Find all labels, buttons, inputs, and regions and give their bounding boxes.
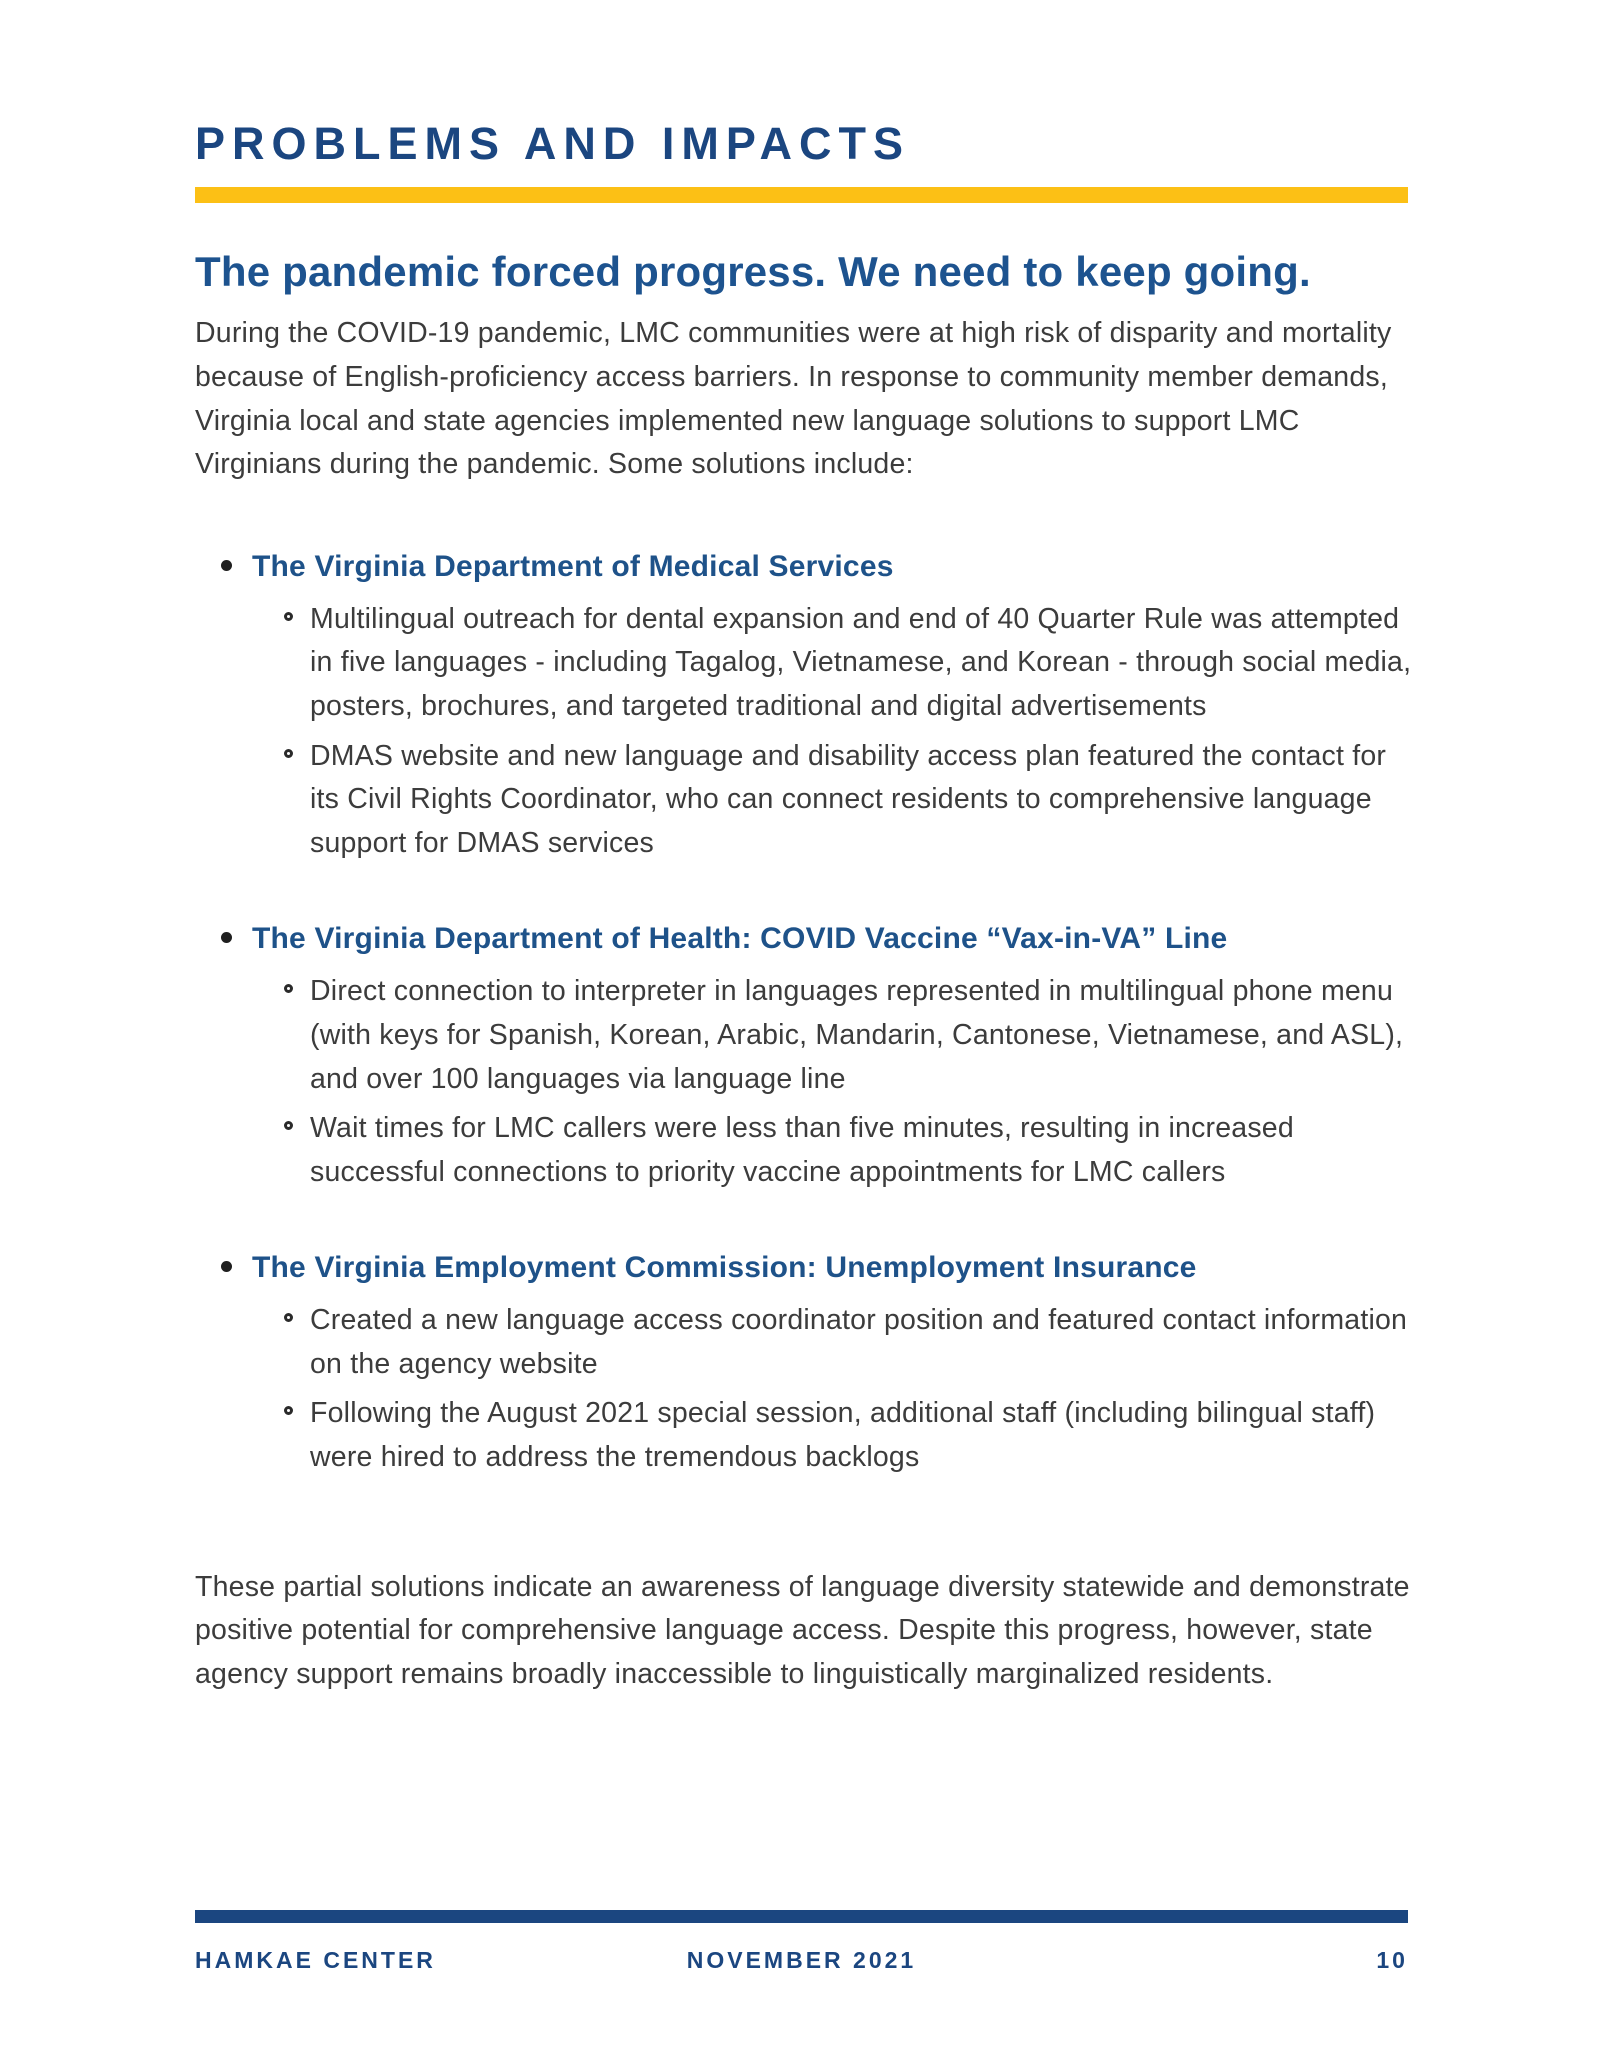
sub-bullet-text: Created a new language access coordinator position and featured contact information on the agency website bbox=[310, 1304, 1408, 1380]
circle-bullet-icon bbox=[284, 984, 293, 993]
yellow-rule bbox=[195, 187, 1408, 203]
bullet-group-dmas bbox=[195, 547, 1423, 866]
circle-bullet-icon bbox=[284, 1313, 293, 1322]
bullet-group-vdh bbox=[195, 919, 1423, 1194]
closing-paragraph: These partial solutions indicate an awareness of language diversity statewide and demonstrate positive potential for comprehensive language access. Despite this progress, however, state agency support remains broadly inaccessible to linguistically marginalized residents. bbox=[195, 1570, 1410, 1690]
footer-text-row bbox=[195, 1947, 1408, 1974]
section-kicker: PROBLEMS AND IMPACTS bbox=[195, 118, 911, 169]
bullet-group-vec bbox=[195, 1248, 1423, 1479]
page-footer bbox=[195, 1910, 1408, 1974]
sub-bullet-text: Wait times for LMC callers were less than five minutes, resulting in increased successful connections to priority vaccine appointments for LMC callers bbox=[310, 1112, 1294, 1188]
bullet-heading: The Virginia Department of Health: COVID Vaccine “Vax-in-VA” Line bbox=[252, 922, 1228, 956]
footer-org-name: HAMKAE CENTER bbox=[195, 1947, 436, 1973]
list-item bbox=[195, 735, 1423, 866]
list-item bbox=[195, 1299, 1423, 1386]
page-content bbox=[195, 118, 1423, 1696]
sub-bullet-text: Multilingual outreach for dental expansion and end of 40 Quarter Rule was attempted in five languages - including Tagalog, Vietnamese, and Korean - through social media, posters, brochures, and targeted traditional and digital advertisements bbox=[310, 602, 1412, 722]
bullet-heading: The Virginia Employment Commission: Unemployment Insurance bbox=[252, 1251, 1197, 1285]
bullet-dot-icon bbox=[221, 1261, 232, 1272]
page-headline: The pandemic forced progress. We need to keep going. bbox=[195, 248, 1311, 295]
footer-divider-bar bbox=[195, 1910, 1408, 1923]
list-item bbox=[195, 598, 1423, 729]
bullet-dot-icon bbox=[221, 560, 232, 571]
bullet-heading: The Virginia Department of Medical Services bbox=[252, 549, 894, 583]
circle-bullet-icon bbox=[284, 1406, 293, 1415]
bullet-group-head bbox=[195, 1248, 1423, 1287]
sub-bullet-text: DMAS website and new language and disability access plan featured the contact for its Civil Rights Coordinator, who can connect residents to comprehensive language support for DMAS services bbox=[310, 739, 1387, 859]
bullet-group-head bbox=[195, 547, 1423, 586]
list-item bbox=[195, 1392, 1423, 1479]
list-item bbox=[195, 1107, 1423, 1194]
bullet-group-head bbox=[195, 919, 1423, 958]
bullet-list bbox=[195, 547, 1423, 1480]
list-item bbox=[195, 970, 1423, 1101]
sub-bullet-text: Direct connection to interpreter in languages represented in multilingual phone menu (with keys for Spanish, Korean, Arabic, Mandarin, Cantonese, Vietnamese, and ASL), and over 100 languages via language line bbox=[310, 975, 1404, 1095]
bullet-dot-icon bbox=[221, 932, 232, 943]
circle-bullet-icon bbox=[284, 1121, 293, 1130]
circle-bullet-icon bbox=[284, 612, 293, 621]
sub-bullet-text: Following the August 2021 special session, additional staff (including bilingual staff) were hired to address the tremendous backlogs bbox=[310, 1397, 1376, 1474]
circle-bullet-icon bbox=[284, 749, 293, 758]
footer-date: NOVEMBER 2021 bbox=[686, 1947, 917, 1973]
footer-page-number: 10 bbox=[1376, 1947, 1408, 1973]
intro-paragraph: During the COVID-19 pandemic, LMC communities were at high risk of disparity and mortality because of English-proficiency access barriers. In response to community member demands, Virginia local and state agencies implemented new language solutions to support LMC Virginians during the pandemic. Some solutions include: bbox=[195, 317, 1392, 481]
